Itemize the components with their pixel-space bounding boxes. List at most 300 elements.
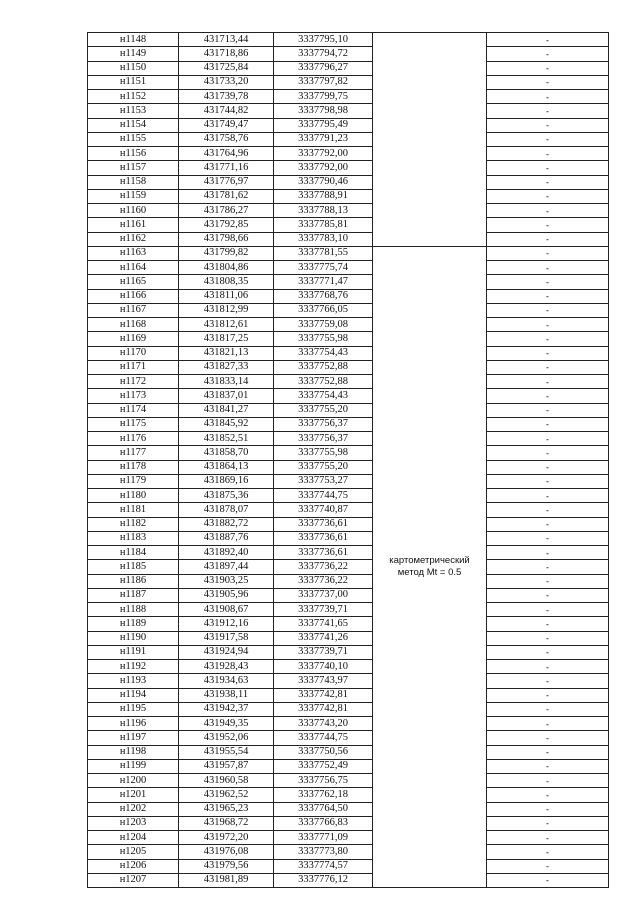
point-name-cell: н1160	[88, 204, 179, 218]
x-coordinate-cell: 431733,20	[179, 75, 274, 89]
extra-value-cell: -	[487, 275, 609, 289]
extra-value-cell: -	[487, 816, 609, 830]
table-row	[88, 802, 609, 816]
y-coordinate-cell: 3337739,71	[274, 645, 373, 659]
table-row	[88, 104, 609, 118]
point-name-cell: н1188	[88, 603, 179, 617]
coordinates-table-body	[88, 33, 609, 888]
x-coordinate-cell: 431952,06	[179, 731, 274, 745]
point-name-cell: н1201	[88, 788, 179, 802]
x-coordinate-cell: 431924,94	[179, 645, 274, 659]
y-coordinate-cell: 3337764,50	[274, 802, 373, 816]
x-coordinate-cell: 431908,67	[179, 603, 274, 617]
point-name-cell: н1167	[88, 303, 179, 317]
x-coordinate-cell: 431972,20	[179, 831, 274, 845]
method-note-line: картометрический	[389, 554, 470, 566]
x-coordinate-cell: 431744,82	[179, 104, 274, 118]
x-coordinate-cell: 431804,86	[179, 261, 274, 275]
y-coordinate-cell: 3337753,27	[274, 474, 373, 488]
x-coordinate-cell: 431764,96	[179, 147, 274, 161]
extra-value-cell: -	[487, 389, 609, 403]
point-name-cell: н1158	[88, 175, 179, 189]
point-name-cell: н1191	[88, 645, 179, 659]
table-row	[88, 75, 609, 89]
y-coordinate-cell: 3337736,22	[274, 574, 373, 588]
table-row	[88, 446, 609, 460]
x-coordinate-cell: 431934,63	[179, 674, 274, 688]
y-coordinate-cell: 3337774,57	[274, 859, 373, 873]
y-coordinate-cell: 3337752,49	[274, 759, 373, 773]
table-row	[88, 61, 609, 75]
x-coordinate-cell: 431812,99	[179, 303, 274, 317]
y-coordinate-cell: 3337794,72	[274, 47, 373, 61]
point-name-cell: н1187	[88, 588, 179, 602]
table-row	[88, 560, 609, 574]
extra-value-cell: -	[487, 503, 609, 517]
point-name-cell: н1194	[88, 688, 179, 702]
table-row	[88, 346, 609, 360]
x-coordinate-cell: 431852,51	[179, 432, 274, 446]
table-row	[88, 774, 609, 788]
point-name-cell: н1175	[88, 417, 179, 431]
x-coordinate-cell: 431869,16	[179, 474, 274, 488]
table-row	[88, 189, 609, 203]
point-name-cell: н1186	[88, 574, 179, 588]
table-row	[88, 147, 609, 161]
point-name-cell: н1171	[88, 360, 179, 374]
extra-value-cell: -	[487, 403, 609, 417]
y-coordinate-cell: 3337755,20	[274, 403, 373, 417]
table-row	[88, 816, 609, 830]
x-coordinate-cell: 431713,44	[179, 33, 274, 47]
point-name-cell: н1169	[88, 332, 179, 346]
table-row	[88, 588, 609, 602]
y-coordinate-cell: 3337740,87	[274, 503, 373, 517]
extra-value-cell: -	[487, 845, 609, 859]
table-row	[88, 232, 609, 246]
point-name-cell: н1162	[88, 232, 179, 246]
extra-value-cell: -	[487, 375, 609, 389]
x-coordinate-cell: 431739,78	[179, 90, 274, 104]
extra-value-cell: -	[487, 717, 609, 731]
extra-value-cell: -	[487, 674, 609, 688]
x-coordinate-cell: 431827,33	[179, 360, 274, 374]
extra-value-cell: -	[487, 688, 609, 702]
table-row	[88, 603, 609, 617]
table-row	[88, 375, 609, 389]
extra-value-cell: -	[487, 90, 609, 104]
table-row	[88, 204, 609, 218]
y-coordinate-cell: 3337744,75	[274, 731, 373, 745]
extra-value-cell: -	[487, 831, 609, 845]
y-coordinate-cell: 3337743,20	[274, 717, 373, 731]
table-row	[88, 759, 609, 773]
extra-value-cell: -	[487, 759, 609, 773]
y-coordinate-cell: 3337771,47	[274, 275, 373, 289]
x-coordinate-cell: 431882,72	[179, 517, 274, 531]
table-row	[88, 831, 609, 845]
extra-value-cell: -	[487, 75, 609, 89]
extra-value-cell: -	[487, 645, 609, 659]
extra-value-cell: -	[487, 189, 609, 203]
table-row	[88, 47, 609, 61]
extra-value-cell: -	[487, 560, 609, 574]
x-coordinate-cell: 431864,13	[179, 460, 274, 474]
table-row	[88, 745, 609, 759]
extra-value-cell: -	[487, 531, 609, 545]
extra-value-cell: -	[487, 417, 609, 431]
extra-value-cell: -	[487, 332, 609, 346]
point-name-cell: н1154	[88, 118, 179, 132]
y-coordinate-cell: 3337740,10	[274, 660, 373, 674]
x-coordinate-cell: 431938,11	[179, 688, 274, 702]
table-row	[88, 246, 609, 260]
y-coordinate-cell: 3337736,61	[274, 531, 373, 545]
point-name-cell: н1197	[88, 731, 179, 745]
point-name-cell: н1207	[88, 873, 179, 887]
extra-value-cell: -	[487, 489, 609, 503]
table-row	[88, 531, 609, 545]
extra-value-cell: -	[487, 204, 609, 218]
y-coordinate-cell: 3337788,13	[274, 204, 373, 218]
coordinates-table	[87, 32, 609, 888]
table-row	[88, 275, 609, 289]
x-coordinate-cell: 431892,40	[179, 546, 274, 560]
table-row	[88, 688, 609, 702]
extra-value-cell: -	[487, 318, 609, 332]
table-row	[88, 161, 609, 175]
extra-value-cell: -	[487, 660, 609, 674]
x-coordinate-cell: 431786,27	[179, 204, 274, 218]
extra-value-cell: -	[487, 261, 609, 275]
x-coordinate-cell: 431781,62	[179, 189, 274, 203]
x-coordinate-cell: 431841,27	[179, 403, 274, 417]
y-coordinate-cell: 3337739,71	[274, 603, 373, 617]
point-name-cell: н1164	[88, 261, 179, 275]
y-coordinate-cell: 3337736,22	[274, 560, 373, 574]
y-coordinate-cell: 3337752,88	[274, 375, 373, 389]
table-row	[88, 859, 609, 873]
point-name-cell: н1203	[88, 816, 179, 830]
x-coordinate-cell: 431845,92	[179, 417, 274, 431]
x-coordinate-cell: 431957,87	[179, 759, 274, 773]
method-cell-upper	[373, 33, 487, 247]
x-coordinate-cell: 431798,66	[179, 232, 274, 246]
table-row	[88, 674, 609, 688]
point-name-cell: н1190	[88, 631, 179, 645]
point-name-cell: н1170	[88, 346, 179, 360]
table-row	[88, 873, 609, 887]
point-name-cell: н1165	[88, 275, 179, 289]
point-name-cell: н1183	[88, 531, 179, 545]
table-row	[88, 403, 609, 417]
point-name-cell: н1152	[88, 90, 179, 104]
x-coordinate-cell: 431897,44	[179, 560, 274, 574]
y-coordinate-cell: 3337742,81	[274, 688, 373, 702]
table-row	[88, 175, 609, 189]
point-name-cell: н1176	[88, 432, 179, 446]
y-coordinate-cell: 3337795,10	[274, 33, 373, 47]
table-row	[88, 417, 609, 431]
table-row	[88, 503, 609, 517]
x-coordinate-cell: 431903,25	[179, 574, 274, 588]
point-name-cell: н1172	[88, 375, 179, 389]
extra-value-cell: -	[487, 631, 609, 645]
extra-value-cell: -	[487, 546, 609, 560]
y-coordinate-cell: 3337775,74	[274, 261, 373, 275]
table-row	[88, 631, 609, 645]
y-coordinate-cell: 3337742,81	[274, 702, 373, 716]
x-coordinate-cell: 431905,96	[179, 588, 274, 602]
point-name-cell: н1199	[88, 759, 179, 773]
x-coordinate-cell: 431887,76	[179, 531, 274, 545]
y-coordinate-cell: 3337754,43	[274, 389, 373, 403]
x-coordinate-cell: 431912,16	[179, 617, 274, 631]
x-coordinate-cell: 431821,13	[179, 346, 274, 360]
extra-value-cell: -	[487, 873, 609, 887]
point-name-cell: н1205	[88, 845, 179, 859]
y-coordinate-cell: 3337737,00	[274, 588, 373, 602]
table-row	[88, 489, 609, 503]
x-coordinate-cell: 431968,72	[179, 816, 274, 830]
point-name-cell: н1192	[88, 660, 179, 674]
point-name-cell: н1163	[88, 246, 179, 260]
extra-value-cell: -	[487, 33, 609, 47]
extra-value-cell: -	[487, 175, 609, 189]
y-coordinate-cell: 3337766,83	[274, 816, 373, 830]
point-name-cell: н1189	[88, 617, 179, 631]
point-name-cell: н1181	[88, 503, 179, 517]
x-coordinate-cell: 431833,14	[179, 375, 274, 389]
y-coordinate-cell: 3337743,97	[274, 674, 373, 688]
y-coordinate-cell: 3337792,00	[274, 147, 373, 161]
table-row	[88, 474, 609, 488]
point-name-cell: н1173	[88, 389, 179, 403]
point-name-cell: н1193	[88, 674, 179, 688]
y-coordinate-cell: 3337736,61	[274, 546, 373, 560]
point-name-cell: н1155	[88, 132, 179, 146]
point-name-cell: н1166	[88, 289, 179, 303]
x-coordinate-cell: 431799,82	[179, 246, 274, 260]
point-name-cell: н1195	[88, 702, 179, 716]
extra-value-cell: -	[487, 702, 609, 716]
table-row	[88, 218, 609, 232]
extra-value-cell: -	[487, 603, 609, 617]
point-name-cell: н1168	[88, 318, 179, 332]
point-name-cell: н1150	[88, 61, 179, 75]
x-coordinate-cell: 431942,37	[179, 702, 274, 716]
table-row	[88, 702, 609, 716]
y-coordinate-cell: 3337788,91	[274, 189, 373, 203]
y-coordinate-cell: 3337792,00	[274, 161, 373, 175]
table-row	[88, 261, 609, 275]
y-coordinate-cell: 3337768,76	[274, 289, 373, 303]
extra-value-cell: -	[487, 802, 609, 816]
table-row	[88, 118, 609, 132]
point-name-cell: н1157	[88, 161, 179, 175]
method-cell-lower	[373, 246, 487, 887]
table-row	[88, 460, 609, 474]
table-row	[88, 617, 609, 631]
table-row	[88, 845, 609, 859]
table-row	[88, 360, 609, 374]
x-coordinate-cell: 431749,47	[179, 118, 274, 132]
x-coordinate-cell: 431771,16	[179, 161, 274, 175]
extra-value-cell: -	[487, 474, 609, 488]
x-coordinate-cell: 431837,01	[179, 389, 274, 403]
y-coordinate-cell: 3337755,98	[274, 332, 373, 346]
y-coordinate-cell: 3337744,75	[274, 489, 373, 503]
y-coordinate-cell: 3337750,56	[274, 745, 373, 759]
x-coordinate-cell: 431817,25	[179, 332, 274, 346]
extra-value-cell: -	[487, 218, 609, 232]
point-name-cell: н1180	[88, 489, 179, 503]
point-name-cell: н1153	[88, 104, 179, 118]
table-row	[88, 303, 609, 317]
extra-value-cell: -	[487, 574, 609, 588]
extra-value-cell: -	[487, 346, 609, 360]
y-coordinate-cell: 3337771,09	[274, 831, 373, 845]
point-name-cell: н1148	[88, 33, 179, 47]
y-coordinate-cell: 3337756,75	[274, 774, 373, 788]
point-name-cell: н1198	[88, 745, 179, 759]
point-name-cell: н1149	[88, 47, 179, 61]
x-coordinate-cell: 431792,85	[179, 218, 274, 232]
y-coordinate-cell: 3337752,88	[274, 360, 373, 374]
y-coordinate-cell: 3337762,18	[274, 788, 373, 802]
y-coordinate-cell: 3337755,20	[274, 460, 373, 474]
method-note-line: метод Mt = 0.5	[397, 566, 462, 578]
table-row	[88, 33, 609, 47]
x-coordinate-cell: 431928,43	[179, 660, 274, 674]
x-coordinate-cell: 431949,35	[179, 717, 274, 731]
x-coordinate-cell: 431960,58	[179, 774, 274, 788]
extra-value-cell: -	[487, 360, 609, 374]
table-row	[88, 788, 609, 802]
point-name-cell: н1185	[88, 560, 179, 574]
y-coordinate-cell: 3337756,37	[274, 417, 373, 431]
x-coordinate-cell: 431812,61	[179, 318, 274, 332]
y-coordinate-cell: 3337791,23	[274, 132, 373, 146]
x-coordinate-cell: 431917,58	[179, 631, 274, 645]
x-coordinate-cell: 431725,84	[179, 61, 274, 75]
point-name-cell: н1177	[88, 446, 179, 460]
extra-value-cell: -	[487, 588, 609, 602]
point-name-cell: н1174	[88, 403, 179, 417]
table-row	[88, 660, 609, 674]
y-coordinate-cell: 3337766,05	[274, 303, 373, 317]
extra-value-cell: -	[487, 731, 609, 745]
y-coordinate-cell: 3337790,46	[274, 175, 373, 189]
extra-value-cell: -	[487, 460, 609, 474]
y-coordinate-cell: 3337781,55	[274, 246, 373, 260]
x-coordinate-cell: 431878,07	[179, 503, 274, 517]
table-row	[88, 318, 609, 332]
point-name-cell: н1184	[88, 546, 179, 560]
extra-value-cell: -	[487, 446, 609, 460]
extra-value-cell: -	[487, 745, 609, 759]
table-row	[88, 574, 609, 588]
point-name-cell: н1204	[88, 831, 179, 845]
extra-value-cell: -	[487, 289, 609, 303]
point-name-cell: н1202	[88, 802, 179, 816]
y-coordinate-cell: 3337785,81	[274, 218, 373, 232]
table-row	[88, 132, 609, 146]
point-name-cell: н1206	[88, 859, 179, 873]
table-row	[88, 731, 609, 745]
extra-value-cell: -	[487, 517, 609, 531]
extra-value-cell: -	[487, 47, 609, 61]
point-name-cell: н1156	[88, 147, 179, 161]
table-row	[88, 517, 609, 531]
y-coordinate-cell: 3337797,82	[274, 75, 373, 89]
x-coordinate-cell: 431976,08	[179, 845, 274, 859]
table-row	[88, 717, 609, 731]
x-coordinate-cell: 431808,35	[179, 275, 274, 289]
x-coordinate-cell: 431776,97	[179, 175, 274, 189]
extra-value-cell: -	[487, 774, 609, 788]
y-coordinate-cell: 3337741,65	[274, 617, 373, 631]
x-coordinate-cell: 431955,54	[179, 745, 274, 759]
table-row	[88, 289, 609, 303]
y-coordinate-cell: 3337736,61	[274, 517, 373, 531]
x-coordinate-cell: 431962,52	[179, 788, 274, 802]
x-coordinate-cell: 431758,76	[179, 132, 274, 146]
y-coordinate-cell: 3337796,27	[274, 61, 373, 75]
y-coordinate-cell: 3337795,49	[274, 118, 373, 132]
extra-value-cell: -	[487, 303, 609, 317]
y-coordinate-cell: 3337783,10	[274, 232, 373, 246]
extra-value-cell: -	[487, 132, 609, 146]
extra-value-cell: -	[487, 147, 609, 161]
point-name-cell: н1182	[88, 517, 179, 531]
x-coordinate-cell: 431875,36	[179, 489, 274, 503]
x-coordinate-cell: 431981,89	[179, 873, 274, 887]
point-name-cell: н1178	[88, 460, 179, 474]
extra-value-cell: -	[487, 161, 609, 175]
extra-value-cell: -	[487, 61, 609, 75]
x-coordinate-cell: 431965,23	[179, 802, 274, 816]
point-name-cell: н1179	[88, 474, 179, 488]
y-coordinate-cell: 3337754,43	[274, 346, 373, 360]
extra-value-cell: -	[487, 859, 609, 873]
y-coordinate-cell: 3337741,26	[274, 631, 373, 645]
point-name-cell: н1151	[88, 75, 179, 89]
extra-value-cell: -	[487, 232, 609, 246]
x-coordinate-cell: 431858,70	[179, 446, 274, 460]
y-coordinate-cell: 3337773,80	[274, 845, 373, 859]
y-coordinate-cell: 3337799,75	[274, 90, 373, 104]
table-row	[88, 332, 609, 346]
point-name-cell: н1161	[88, 218, 179, 232]
y-coordinate-cell: 3337798,98	[274, 104, 373, 118]
x-coordinate-cell: 431979,56	[179, 859, 274, 873]
x-coordinate-cell: 431718,86	[179, 47, 274, 61]
extra-value-cell: -	[487, 617, 609, 631]
extra-value-cell: -	[487, 118, 609, 132]
table-row	[88, 645, 609, 659]
table-row	[88, 90, 609, 104]
extra-value-cell: -	[487, 246, 609, 260]
point-name-cell: н1196	[88, 717, 179, 731]
table-row	[88, 432, 609, 446]
extra-value-cell: -	[487, 432, 609, 446]
point-name-cell: н1200	[88, 774, 179, 788]
y-coordinate-cell: 3337755,98	[274, 446, 373, 460]
y-coordinate-cell: 3337776,12	[274, 873, 373, 887]
extra-value-cell: -	[487, 104, 609, 118]
y-coordinate-cell: 3337756,37	[274, 432, 373, 446]
